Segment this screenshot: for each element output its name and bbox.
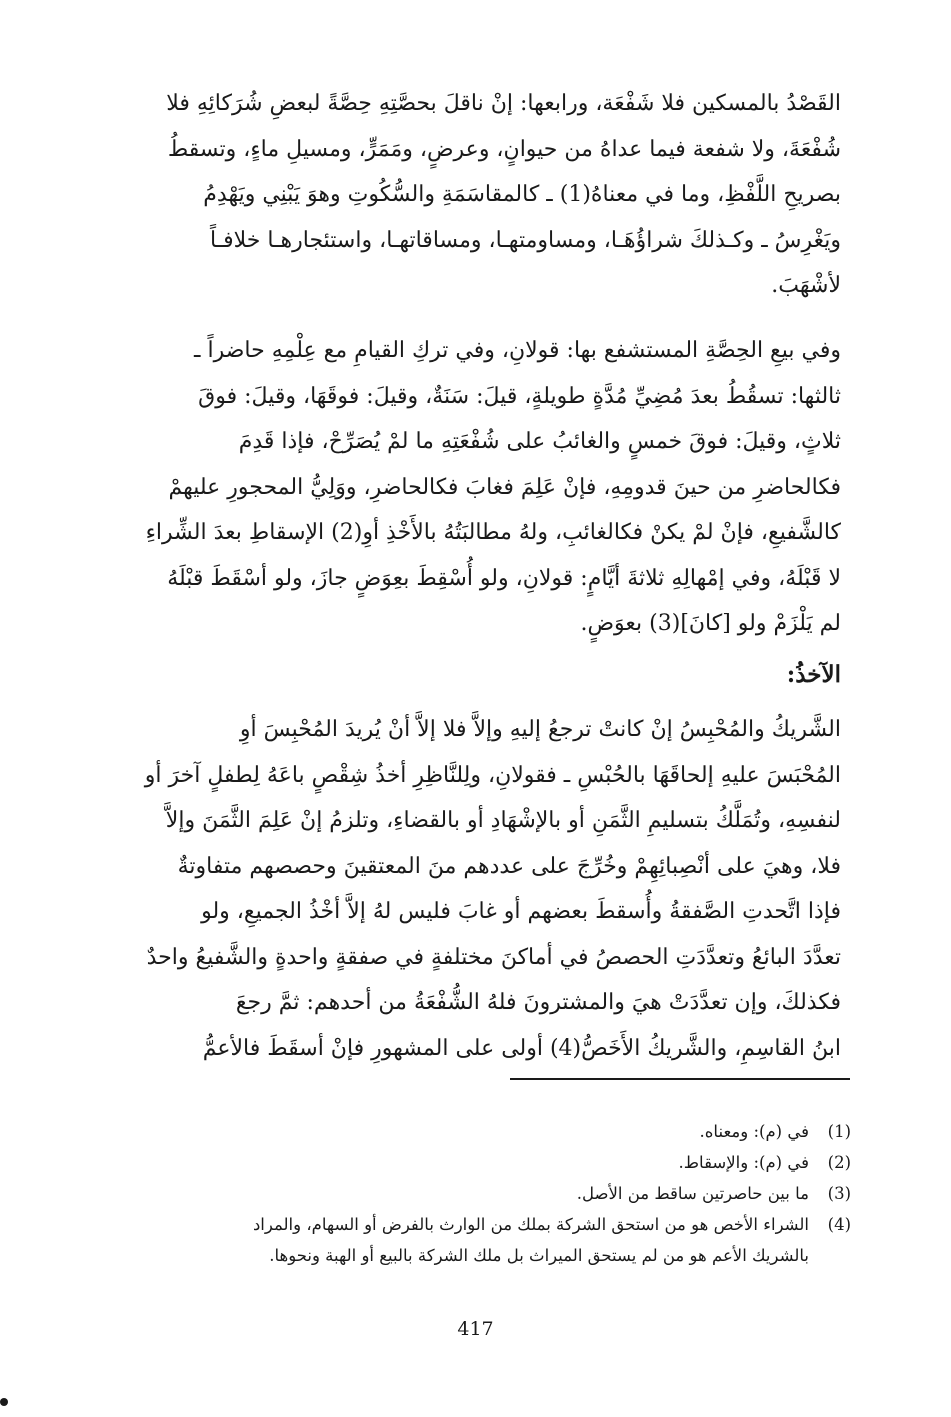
text-line: ابنُ القاسِمِ، والشَّريكُ الأَخَصُّ(4) أولى على المشهورِ فإنْ أسقَطَ فالأعمُّ (202, 1035, 841, 1061)
text-line: وفي بيعِ الحِصَّةِ المستشفع بها: قولانِ، وفي تركِ القيامِ مع عِلْمِهِ حاضراً ـ (194, 338, 841, 363)
footnote-2 (100, 1147, 851, 1178)
footnotes (100, 1116, 851, 1271)
text-line: المُحْبَسَ عليهِ إلحاقَهَا بالحُبْسِ ـ فقولانِ، ولِلنَّاظِرِ أخذُ شِقْصٍ باعَهُ لِطفلٍ آخرَ أو (144, 762, 841, 788)
section-heading: الآخذُ: (786, 661, 841, 688)
footnote-text: ما بين حاصرتين ساقط من الأصل. (576, 1184, 809, 1203)
text-line: فكذلكَ، وإن تعدَّدَتْ هيَ والمشترونَ فلهُ الشُّفْعَةُ من أحدهم: ثمَّ رجعَ (235, 990, 841, 1015)
scan-mark (0, 1398, 8, 1406)
text-line: القَصْدُ بالمسكين فلا شَفْعَة، ورابعها: إنْ ناقلَ بحصَّتِهِ حِصَّةً لبعضِ شُرَكائِهِ فلا (166, 91, 841, 116)
text-line: بصريحِ اللَّفْظِ، وما في معناهُ(1) ـ كالمقاسَمَةِ والسُّكُوتِ وهوَ يَبْنِي ويَهْدِمُ (203, 182, 841, 207)
text-line: الشَّريكُ والمُحْبِسُ إنْ كانتْ ترجعُ إليهِ وإلاَّ فلا إلاَّ أنْ يُريدَ المُحْبِسَ أوِ (239, 717, 841, 742)
text-line: فإذا اتَّحدتِ الصَّفقةُ وأُسقطَ بعضهم أو غابَ فليس لهُ إلاَّ أخْذُ الجميعِ، ولو (201, 899, 841, 924)
footnote-separator (510, 1078, 850, 1080)
footnote-4 (100, 1209, 851, 1240)
text-line: فكالحاضرِ من حينَ قدومِهِ، فإنْ عَلِمَ فغابَ فكالحاضرِ، ووَلِيُّ المحجورِ عليهمْ (168, 474, 841, 500)
text-line: تعدَّدَ البائعُ وتعدَّدَتِ الحصصُ في أماكنَ مختلفةٍ في صفقةٍ واحدةٍ والشَّفيعُ واحدٌ (146, 944, 841, 970)
footnote-text: بالشريك الأعم هو من لم يستحق الميراث بل ملك الشركة بالبيع أو الهبة ونحوها. (269, 1246, 809, 1265)
footnote-text: الشراء الأخص هو من استحق الشركة بملك من الوارث بالفرض أو السهام، والمراد (252, 1215, 809, 1234)
page-number: 417 (457, 1318, 494, 1340)
text-line: كالشَّفيعِ، فإنْ لمْ يكنْ فكالغائبِ، ولهُ مطالبَتُهُ بالأَخْذِ أوِ(2) الإسقاطِ بعدَ الشِّراءِ (145, 520, 841, 545)
text-line: ويَغْرِسُ ـ وكـذلكَ شراؤُهَـا، ومساومتهـا، ومساقاتهـا، واستئجارهـا خلافـاً (209, 227, 841, 253)
text-line: لم يَلْزَمْ ولو [كانَ](3) بعوَضٍ. (580, 611, 841, 636)
text-line: لنفسِهِ، وتُمَلَّكُ بتسليمِ الثَّمَنِ أو بالإشْهَادِ أو بالقضاءِ، وتلزمُ إنْ عَلِمَ الثَّمَنَ وإلاَّ (165, 808, 841, 833)
text-line: لأشْهَبَ. (771, 273, 841, 298)
text-line: ثالثها: تسقُطُ بعدَ مُضِيِّ مُدَّةٍ طويلةٍ، قيلَ: سَنَةٌ، وقيلَ: فوقَهَا، وقيلَ: فوقَ (198, 383, 841, 409)
footnote-number: (1) (827, 1122, 851, 1141)
footnote-number: (2) (827, 1153, 851, 1172)
footnote-1 (100, 1116, 851, 1147)
text-line: فلا، وهيَ على أنْصِبائِهِمْ وخُرِّجَ على عددهم منَ المعتقينَ وحصصهم متفاوتةٌ (177, 853, 841, 879)
footnote-number: (4) (827, 1215, 851, 1234)
paragraph-2 (100, 328, 841, 647)
paragraph-1 (100, 81, 841, 309)
footnote-text: في (م): ومعناه. (699, 1122, 809, 1141)
text-line: ثلاثٍ، وقيلَ: فوقَ خمسٍ والغائبُ على شُفْعَتِهِ ما لمْ يُصَرِّحْ، فإذا قَدِمَ (238, 429, 841, 454)
text-line: لا قَبْلَهُ، وفي إمْهالِهِ ثلاثةَ أيَّامٍ: قولانِ، ولو أُسْقِطَ بعِوَضٍ جازَ، ولو أسْقَطَ قبْلَهُ (167, 565, 841, 591)
footnote-3 (100, 1178, 851, 1209)
text-line: شُفْعَةَ، ولا شفعة فيما عداهُ من حيوانٍ، وعرضٍ، ومَمَرٍّ، ومسيلِ ماءٍ، وتسقطُ (167, 136, 841, 162)
footnote-number: (3) (827, 1184, 851, 1203)
paragraph-3 (100, 707, 841, 1071)
footnote-text: في (م): والإسقاط. (678, 1153, 809, 1172)
footnote-4-continued (100, 1240, 851, 1271)
